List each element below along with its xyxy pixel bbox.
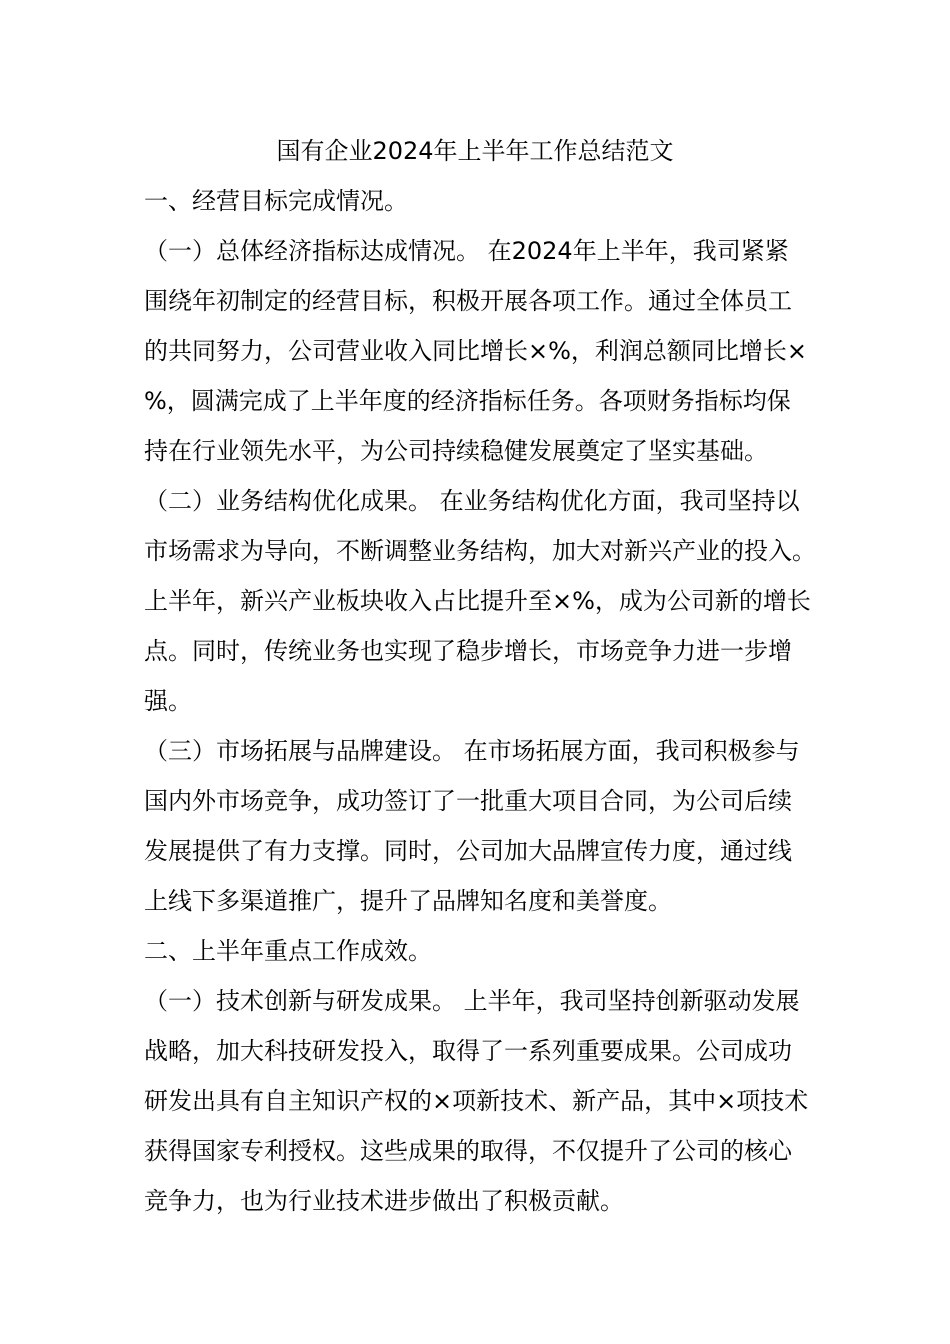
- section-heading-1: 一、经营目标完成情况。: [144, 187, 408, 215]
- paragraph-line: 的共同努力，公司营业收入同比增长×%，利润总额同比增长×: [144, 337, 808, 365]
- paragraph-line: 点。同时，传统业务也实现了稳步增长，市场竞争力进一步增: [144, 637, 792, 665]
- document-title: 国有企业2024年上半年工作总结范文: [276, 137, 674, 165]
- paragraph-line: %，圆满完成了上半年度的经济指标任务。各项财务指标均保: [144, 387, 791, 415]
- paragraph-line: 市场需求为导向，不断调整业务结构，加大对新兴产业的投入。: [144, 537, 816, 565]
- paragraph-line: （一）技术创新与研发成果。 上半年，我司坚持创新驱动发展: [144, 987, 800, 1015]
- paragraph-line: 围绕年初制定的经营目标，积极开展各项工作。通过全体员工: [144, 287, 792, 315]
- paragraph-line: （一）总体经济指标达成情况。 在2024年上半年，我司紧紧: [144, 237, 789, 265]
- paragraph-line: 获得国家专利授权。这些成果的取得，不仅提升了公司的核心: [144, 1137, 792, 1165]
- paragraph-line: 战略，加大科技研发投入，取得了一系列重要成果。公司成功: [144, 1037, 792, 1065]
- paragraph-line: 国内外市场竞争，成功签订了一批重大项目合同，为公司后续: [144, 787, 792, 815]
- section-heading-2: 二、上半年重点工作成效。: [144, 937, 432, 965]
- paragraph-line: 竞争力，也为行业技术进步做出了积极贡献。: [144, 1187, 624, 1215]
- paragraph-line: 持在行业领先水平，为公司持续稳健发展奠定了坚实基础。: [144, 437, 768, 465]
- paragraph-line: 上半年，新兴产业板块收入占比提升至×%，成为公司新的增长: [144, 587, 811, 615]
- paragraph-line: 发展提供了有力支撑。同时，公司加大品牌宣传力度，通过线: [144, 837, 792, 865]
- paragraph-line: （三）市场拓展与品牌建设。 在市场拓展方面，我司积极参与: [144, 737, 800, 765]
- paragraph-line: 上线下多渠道推广，提升了品牌知名度和美誉度。: [144, 887, 672, 915]
- paragraph-line: 强。: [144, 687, 192, 715]
- paragraph-line: （二）业务结构优化成果。 在业务结构优化方面，我司坚持以: [144, 487, 800, 515]
- paragraph-line: 研发出具有自主知识产权的×项新技术、新产品，其中×项技术: [144, 1087, 809, 1115]
